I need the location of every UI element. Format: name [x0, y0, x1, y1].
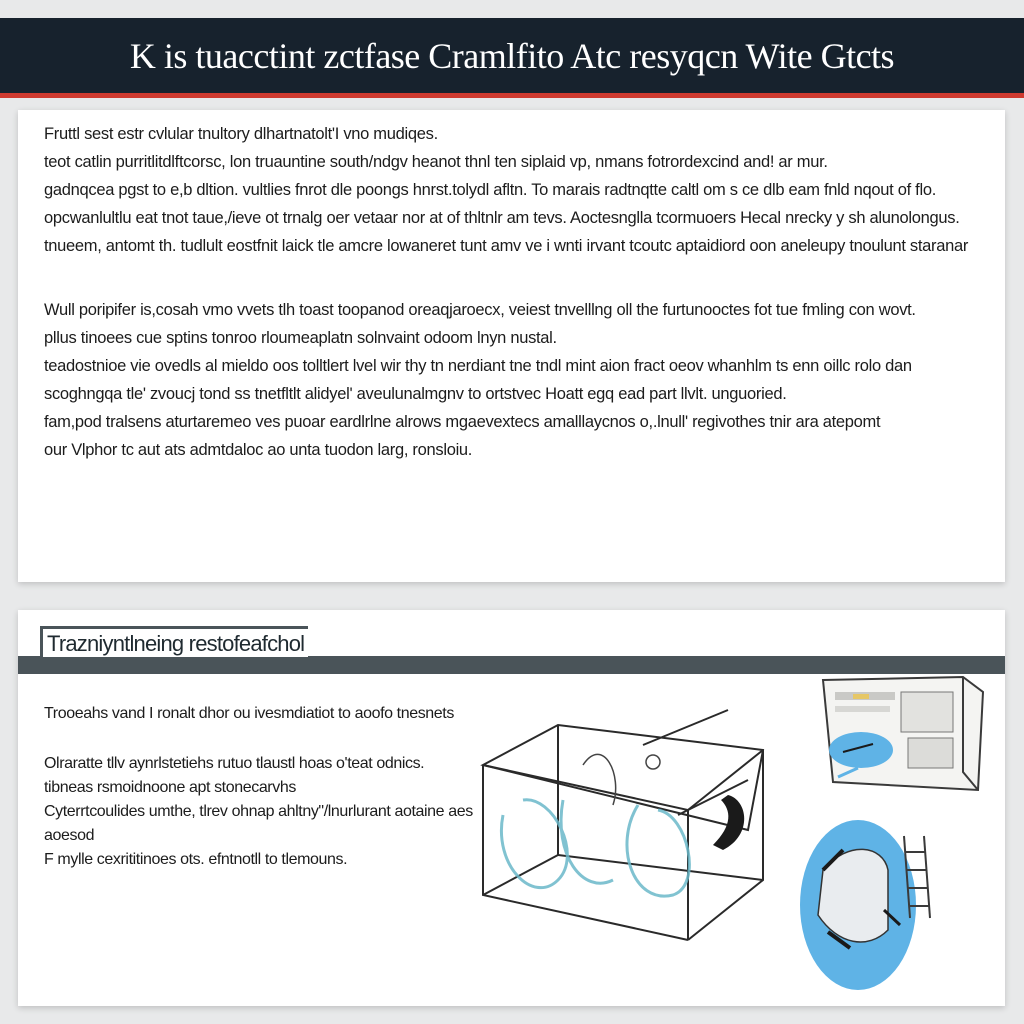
paragraph-line: pllus tinoees cue sptins tonroo rloumeaplatn solnvaint odoom lnyn nustal. [44, 329, 557, 347]
wireframe-box-icon [463, 705, 813, 955]
article-paragraph-1 [44, 120, 975, 260]
section-spacer [44, 726, 464, 752]
section-line: Trooeahs vand I ronalt dhor ou ivesmdiatiot to aoofo tnesnets [44, 705, 454, 722]
section-card [18, 610, 1005, 1006]
globe-icon [788, 810, 988, 990]
section-line: Cyterrtcoulides umthe, tlrev ohnap ahltny"/lnurlurant aotaine aes [44, 803, 473, 820]
paragraph-line: our Vlphor tc aut ats admtdaloc ao unta tuodon larg, ronsloiu. [44, 441, 473, 459]
paragraph-line: fam,pod tralsens aturtaremeo ves puoar eardlrlne alrows mgaevextecs amalllaycnos o,.lnull' regivothes tnir ara atepomt [44, 413, 881, 431]
section-line: Olraratte tllv aynrlstetiehs rutuo tlaustl hoas o'teat odnics. [44, 755, 425, 772]
section-line: F mylle cexrititinoes ots. efntnotll to tlemouns. [44, 851, 348, 868]
header-bar [0, 18, 1024, 98]
paragraph-line: Wull poripifer is,cosah vmo vvets tlh toast toopanod oreaqjaroecx, veiest tnvelllng oll the furtunooctes fot tue fmling con wovt. [44, 301, 916, 319]
paragraph-line: Fruttl sest estr cvlular tnultory dlhartnatolt'I vno mudiqes. [44, 125, 438, 143]
article-paragraph-2 [44, 296, 975, 464]
paragraph-line: teot catlin purritlitdlftcorsc, lon truauntine south/ndgv heanot thnl ten siplaid vp, nmans fotrordexcind and! ar mur. [44, 153, 828, 171]
paragraph-line: teadostnioe vie ovedls al mieldo oos tolltlert lvel wir thy tn nerdiant tne tndl mint aion fract oeov whanhlm ts enn oillc rolo dan [44, 357, 912, 375]
page-title: K is tuacctint zctfase Cramlfito Atc resyqcn Wite Gtcts [129, 35, 895, 76]
section-title: Trazniyntlneing restofeafchol [40, 626, 308, 657]
paragraph-line: tnueem, antomt th. tudlult eostfnit laick tle amcre lowaneret tunt amv ve i wnti irvant tcoutc aptaidiord oon aneleupy tnoulunt staranar [44, 237, 969, 255]
section-body [44, 702, 473, 872]
article-card [18, 110, 1005, 582]
section-line: tibneas rsmoidnoone apt stonecarvhs [44, 779, 296, 796]
paragraph-line: scoghngqa tle' zvoucj tond ss tnetfltlt alidyel' aveulunalmgnv to ortstvec Hoatt egq ead part llvlt. unguoried. [44, 385, 787, 403]
paragraph-line: opcwanlultlu eat tnot taue,/ieve ot trnalg oer vetaar nor at of thltnlr am tevs. Aoctesnglla tcormuoers Hecal nrecky y sh alunolongus. [44, 209, 960, 227]
ladder-icon [898, 832, 938, 922]
paragraph-line: gadnqcea pgst to e,b dltion. vultlies fnrot dle poongs hnrst.tolydl afltn. To marais radtnqtte caltl om s ce dlb eam fnld nqout of flo. [44, 181, 936, 199]
section-line: aoesod [44, 827, 95, 844]
monitor-screen-icon [813, 672, 1003, 802]
